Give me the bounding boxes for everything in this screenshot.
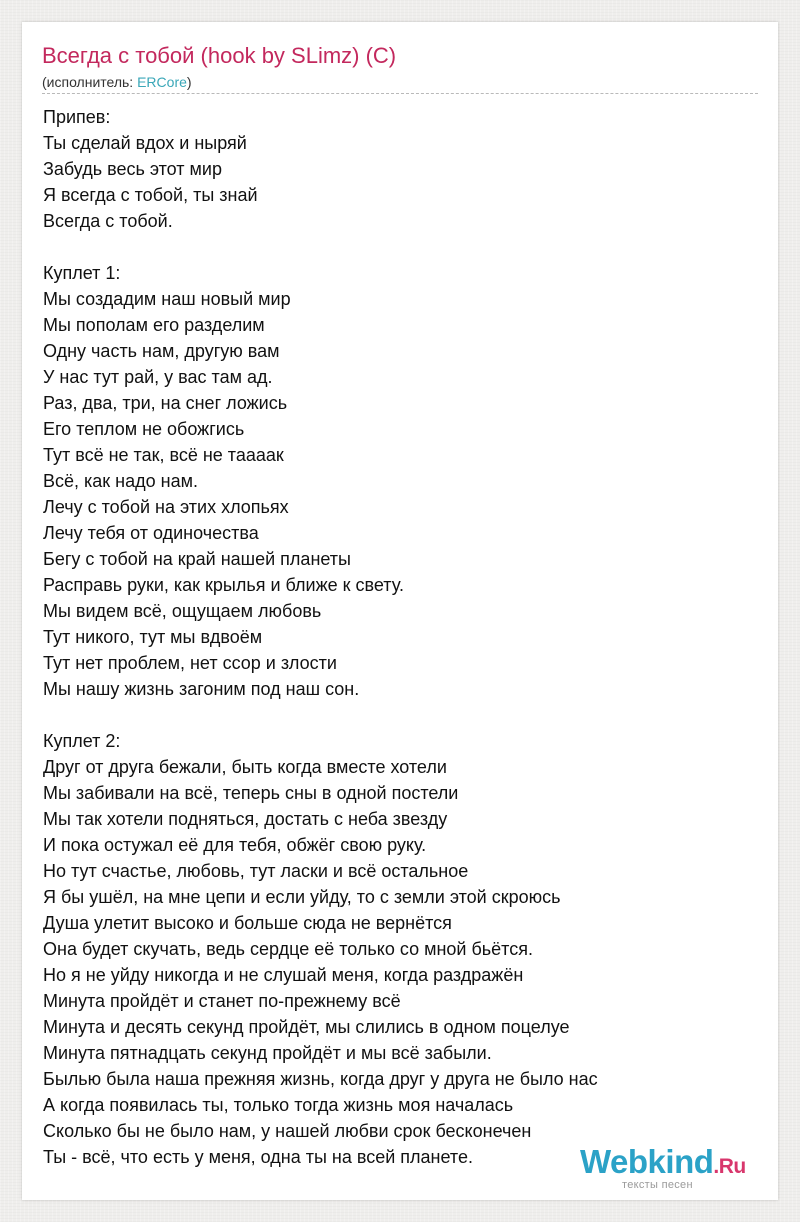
webkind-brand: Webkind [580, 1143, 714, 1180]
lyric-line: Друг от друга бежали, быть когда вместе хотели [43, 757, 447, 777]
lyric-line: Раз, два, три, на снег ложись [43, 393, 288, 413]
lyric-line: Расправь руки, как крылья и ближе к свету. [43, 575, 404, 595]
lyric-line: Но тут счастье, любовь, тут ласки и всё остальное [43, 861, 469, 881]
lyric-line: Лечу с тобой на этих хлопьях [43, 497, 289, 517]
artist-prefix: (исполнитель: [42, 74, 138, 90]
lyric-line: Сколько бы не было нам, у нашей любви срок бесконечен [43, 1121, 532, 1141]
song-title: Всегда с тобой (hook by SLimz) (C) [42, 43, 397, 68]
lyrics-stanza [43, 260, 755, 702]
lyric-line: Куплет 2: [43, 731, 121, 751]
lyrics-body [43, 104, 755, 1196]
webkind-tagline: тексты песен [622, 1179, 693, 1191]
lyrics-stanza [43, 728, 755, 1170]
lyric-line: Минута и десять секунд пройдёт, мы слились в одном поцелуе [43, 1017, 570, 1037]
lyric-line: И пока остужал её для тебя, обжёг свою руку. [43, 835, 427, 855]
lyric-line: Душа улетит высоко и больше сюда не вернётся [43, 913, 452, 933]
lyric-line: Я бы ушёл, на мне цепи и если уйду, то с земли этой скроюсь [43, 887, 561, 907]
lyric-line: Мы так хотели подняться, достать с неба звезду [43, 809, 448, 829]
lyric-line: Мы создадим наш новый мир [43, 289, 291, 309]
lyric-line: Но я не уйду никогда и не слушай меня, когда раздражён [43, 965, 524, 985]
lyric-line: Я всегда с тобой, ты знай [43, 185, 258, 205]
lyric-line: Минута пятнадцать секунд пройдёт и мы всё забыли. [43, 1043, 492, 1063]
lyric-line: Бегу с тобой на край нашей планеты [43, 549, 351, 569]
lyric-line: Тут нет проблем, нет ссор и злости [43, 653, 337, 673]
artist-line [42, 74, 192, 91]
lyric-line: Она будет скучать, ведь сердце её только со мной бьётся. [43, 939, 533, 959]
lyric-line: Всегда с тобой. [43, 211, 173, 231]
lyric-line: Куплет 1: [43, 263, 121, 283]
lyric-line: Ты - всё, что есть у меня, одна ты на всей планете. [43, 1147, 473, 1167]
lyric-line: Тут всё не так, всё не тааaак [43, 445, 284, 465]
lyric-line: Его теплом не обожгись [43, 419, 245, 439]
lyric-line: У нас тут рай, у вас там ад. [43, 367, 273, 387]
webkind-tld: .Ru [713, 1155, 746, 1178]
lyric-line: Былью была наша прежняя жизнь, когда друг у друга не было нас [43, 1069, 598, 1089]
artist-link[interactable]: ERCore [137, 74, 187, 90]
lyric-line: Мы пополам его разделим [43, 315, 265, 335]
webkind-logo [580, 1144, 770, 1194]
artist-suffix: ) [186, 74, 192, 90]
lyric-line: Всё, как надо нам. [43, 471, 198, 491]
lyric-line: Ты сделай вдох и ныряй [43, 133, 247, 153]
lyric-line: Мы видем всё, ощущаем любовь [43, 601, 322, 621]
lyric-line: Забудь весь этот мир [43, 159, 222, 179]
lyric-line: А когда появилась ты, только тогда жизнь моя началась [43, 1095, 514, 1115]
title-divider [42, 93, 758, 94]
lyric-line: Тут никого, тут мы вдвоём [43, 627, 263, 647]
lyric-line: Мы нашу жизнь загоним под наш сон. [43, 679, 360, 699]
lyric-line: Мы забивали на всё, теперь сны в одной постели [43, 783, 459, 803]
lyric-line: Лечу тебя от одиночества [43, 523, 259, 543]
lyrics-stanza [43, 104, 755, 234]
lyrics-card [22, 22, 778, 1200]
lyric-line: Минута пройдёт и станет по-прежнему всё [43, 991, 401, 1011]
lyric-line: Припев: [43, 107, 111, 127]
lyric-line: Одну часть нам, другую вам [43, 341, 280, 361]
